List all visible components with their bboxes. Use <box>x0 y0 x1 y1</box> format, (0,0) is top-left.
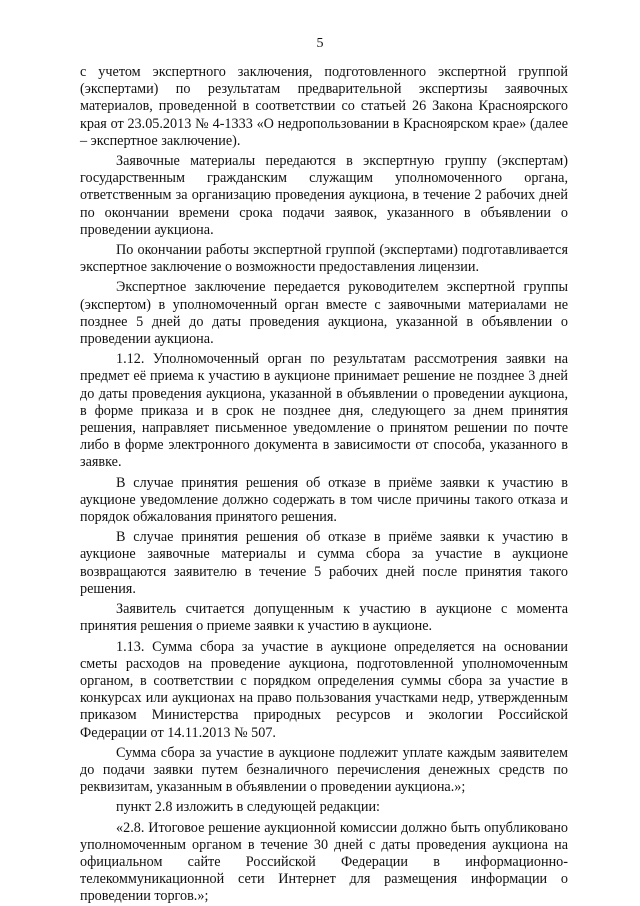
paragraph-4: Экспертное заключение передается руководителем экспертной группы (экспертом) в уполномоченный орган вместе с заявочными материалами не позднее 5 дней до даты проведения аукциона, указанной в объявлении о проведении аукциона. <box>80 279 568 348</box>
paragraph-5: 1.12. Уполномоченный орган по результатам рассмотрения заявки на предмет её приема к участию в аукционе принимает решение не позднее 3 дней до даты проведения аукциона, указанной в объявлении о проведении аукциона, в форме приказа и в срок не позднее дня, следующего за днем принятия решения, направляет письменное уведомление о принятом решении по почте либо в форме электронного документа в зависимости от способа, указанного в заявке. <box>80 351 568 471</box>
document-body <box>80 64 568 906</box>
page-number: 5 <box>316 36 324 51</box>
paragraph-12: «2.8. Итоговое решение аукционной комиссии должно быть опубликовано уполномоченным органом в течение 30 дней с даты проведения аукциона на официальном сайте Российской Федерации в информационно-телекоммуникационной сети Интернет для размещения информации о проведении торгов.»; <box>80 819 568 905</box>
paragraph-11: пункт 2.8 изложить в следующей редакции: <box>116 799 380 816</box>
paragraph-2: Заявочные материалы передаются в экспертную группу (экспертам) государственным гражданским служащим уполномоченного органа, ответственным за организацию проведения аукциона, в течение 2 рабочих дней по окончании времени срока подачи заявок, указанного в объявлении о проведении аукциона. <box>80 153 568 238</box>
paragraph-9: 1.13. Сумма сбора за участие в аукционе определяется на основании сметы расходов на проведение аукциона, подготовленной уполномоченным органом, в соответствии с порядком определения суммы сбора за участие в конкурсах или аукционах на право пользования участками недр, утвержденным приказом Министерства природных ресурсов и экологии Российской Федерации от 14.11.2013 № 507. <box>80 638 568 741</box>
paragraph-1: с учетом экспертного заключения, подготовленного экспертной группой (экспертами) по результатам предварительной экспертизы заявочных материалов, проведенной в соответствии со статьей 26 Закона Красноярского края от 23.05.2013 № 4-1333 «О недропользовании в Красноярском крае» (далее – экспертное заключение). <box>80 64 568 149</box>
paragraph-3: По окончании работы экспертной группой (экспертами) подготавливается экспертное заключение о возможности предоставления лицензии. <box>80 242 568 276</box>
paragraph-10: Сумма сбора за участие в аукционе подлежит уплате каждым заявителем до подачи заявки путем безналичного перечисления денежных средств по реквизитам, указанным в объявлении о проведении аукциона.»; <box>80 744 568 796</box>
paragraph-6: В случае принятия решения об отказе в приёме заявки к участию в аукционе уведомление должно содержать в том числе причины такого отказа и порядок обжалования принятого решения. <box>80 474 568 526</box>
paragraph-7: В случае принятия решения об отказе в приёме заявки к участию в аукционе заявочные материалы и сумма сбора за участие в аукционе возвращаются заявителю в течение 5 рабочих дней после принятия такого решения. <box>80 529 568 597</box>
paragraph-8: Заявитель считается допущенным к участию в аукционе с момента принятия решения о приеме заявки к участию в аукционе. <box>80 601 568 635</box>
